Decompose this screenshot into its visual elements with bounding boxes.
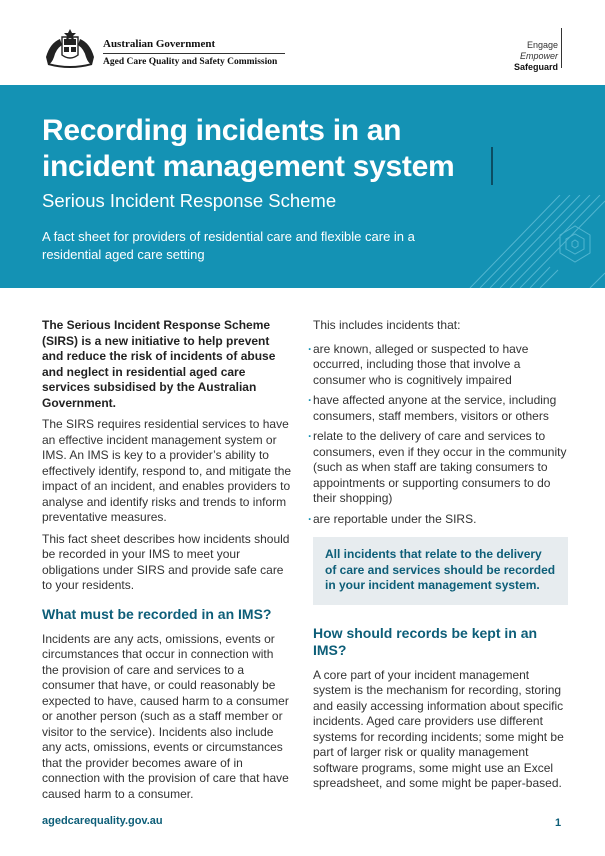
- incident-list: [313, 342, 568, 528]
- government-name: Australian Government: [103, 38, 216, 50]
- decorative-pattern-icon: [430, 195, 605, 288]
- tagline: [514, 40, 558, 73]
- paragraph: The SIRS requires residential services to have an effective incident management system or IMS. An IMS is key to a provider’s ability to effectively identify, respond to, and mitigate the impact of an incident, and enables providers to analyse and identify risks and trends to inform preventative measures.: [42, 417, 292, 524]
- title-banner: [0, 85, 605, 288]
- page-description: A fact sheet for providers of residential care and flexible care in a residential aged care setting: [42, 229, 415, 262]
- footer-link[interactable]: agedcarequality.gov.au: [42, 815, 163, 827]
- page-subtitle: Serious Incident Response Scheme: [42, 190, 337, 211]
- list-lead: This includes incidents that:: [313, 318, 461, 332]
- paragraph: This fact sheet describes how incidents should be recorded in your IMS to meet your obligations under SIRS and provide safe care to your residents.: [42, 531, 290, 592]
- list-item: · have affected anyone at the service, including consumers, staff members, visitors or others: [313, 393, 568, 424]
- intro-paragraph: The Serious Incident Response Scheme (SIRS) is a new initiative to help prevent and reduce the risk of incidents of abuse and neglect in residential aged care services subsidised by the Australian Government.: [42, 318, 276, 410]
- list-item: · are known, alleged or suspected to have occurred, including those that involve a consumer who is cognitively impaired: [313, 342, 568, 389]
- paragraph: A core part of your incident management system is the mechanism for recording, storing and easily accessing information about specific incidents. Aged care providers use different systems for recording incidents; some might be part of larger risk or quality management software programs, some might use an Excel spreadsheet, and some might be paper-based.: [313, 667, 564, 790]
- tagline-engage: Engage: [526, 40, 558, 50]
- tagline-empower: Empower: [519, 51, 558, 61]
- tagline-safeguard: Safeguard: [513, 62, 558, 72]
- list-item: · relate to the delivery of care and services to consumers, even if they occur in the community (such as when staff are taking consumers to appointments or supporting consumers to do their shopping): [313, 429, 568, 507]
- list-item: · are reportable under the SIRS.: [313, 512, 568, 528]
- callout-box: All incidents that relate to the delivery of care and services should be recorded in your incident management system.: [313, 537, 568, 605]
- header-divider: [103, 53, 285, 54]
- page-title: Recording incidents in an incident management system: [42, 114, 455, 183]
- section-heading-what: What must be recorded in an IMS?: [42, 605, 272, 622]
- page-number: 1: [555, 817, 562, 829]
- page-header: [0, 0, 605, 85]
- paragraph: Incidents are any acts, omissions, events or circumstances that occur in connection with the provision of care and services to a consumer that have, or could reasonably be expected to have, caused harm to a consumer or another person (such as a staff member or visitor to the service). Incidents also include any acts, omissions, events or circumstances that the provider becomes aware of in connection with the provision of care that have caused harm to a consumer.: [42, 631, 289, 801]
- tagline-divider: [561, 28, 562, 68]
- coat-of-arms-icon: [42, 27, 98, 69]
- commission-name: Aged Care Quality and Safety Commission: [103, 57, 278, 67]
- section-heading-how: How should records be kept in an IMS?: [313, 624, 538, 658]
- left-column: [42, 318, 292, 808]
- right-column: [313, 318, 568, 798]
- text-cursor: [491, 147, 493, 185]
